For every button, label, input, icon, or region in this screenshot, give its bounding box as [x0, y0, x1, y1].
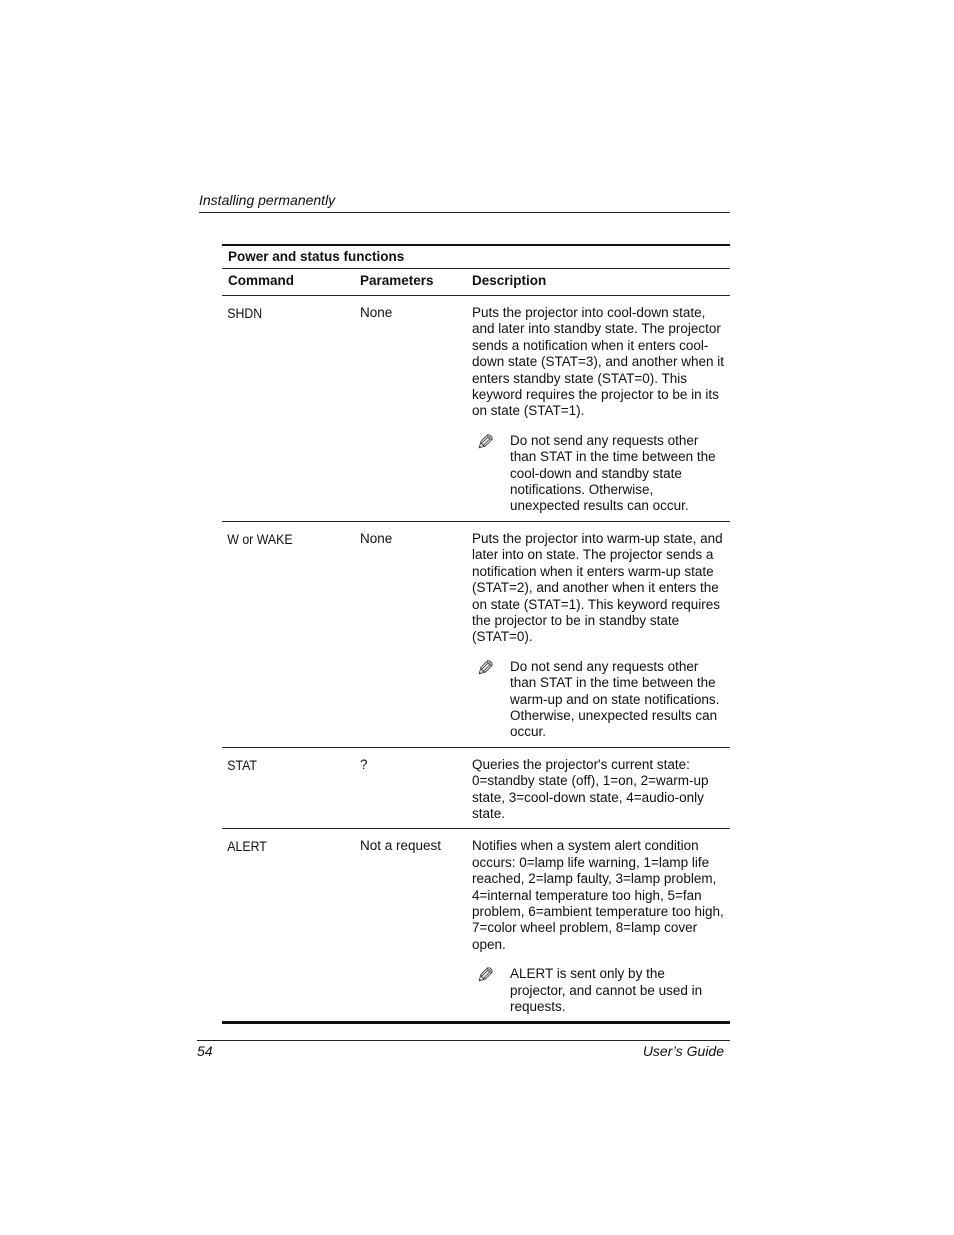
note-text: Do not send any requests other than STAT in the time between the warm-up and on state notifications. Otherwise, unexpected results can occur. [510, 658, 720, 740]
note-text: Do not send any requests other than STAT in the time between the cool-down and standby state notifications. Otherwise, unexpected results can occur. [510, 432, 716, 514]
running-footer [197, 1040, 730, 1063]
column-header-parameters: Parameters [354, 269, 466, 296]
description-text: Puts the projector into warm-up state, and later into on state. The projector sends a notification when it enters warm-up state (STAT=2), and another when it enters the on state (STAT=1). This keyword requires the projector to be in standby state (STAT=0). [472, 530, 723, 645]
parameters-cell: Not a request [360, 838, 442, 854]
pencil-note-icon: ✎ [476, 963, 495, 989]
description-cell [466, 296, 730, 522]
description-text: Queries the projector's current state: 0=standby state (off), 1=on, 2=warm-up state, 3=cool-down state, 4=audio-only state. [472, 756, 709, 821]
section-title: Installing permanently [199, 192, 336, 208]
column-header-command: Command [222, 269, 354, 296]
note-text: ALERT is sent only by the projector, and cannot be used in requests. [510, 966, 703, 1015]
table-row [222, 296, 730, 522]
power-status-table [222, 244, 730, 1024]
parameters-cell: ? [354, 747, 466, 829]
command-cell: W or WAKE [222, 521, 338, 747]
description-cell [466, 747, 730, 829]
table-header-row [222, 269, 730, 296]
description-text: Puts the projector into cool-down state, and later into standby state. The projector sends a notification when it enters cool-down state (STAT=3), and another when it enters standby state (STAT=0). This keyword requires the projector to be in its on state (STAT=1). [472, 305, 725, 419]
note [472, 963, 724, 1015]
note [472, 429, 724, 515]
table-caption: Power and status functions [222, 246, 730, 269]
command-cell: ALERT [227, 838, 267, 855]
command-cell: SHDN [222, 296, 338, 522]
description-cell [466, 829, 730, 1022]
table-row [222, 747, 730, 829]
column-header-description: Description [466, 269, 730, 296]
pencil-note-icon: ✎ [476, 655, 495, 681]
commands-table [222, 269, 730, 1021]
description-cell [466, 521, 730, 747]
pencil-note-icon: ✎ [476, 429, 495, 455]
book-title: User’s Guide [642, 1043, 724, 1059]
table-row [222, 521, 730, 747]
table-row [222, 829, 730, 1022]
parameters-cell: None [354, 521, 466, 747]
note [472, 655, 724, 741]
parameters-cell: None [354, 296, 466, 522]
running-header [199, 191, 730, 213]
page-number: 54 [197, 1043, 213, 1059]
command-cell: STAT [222, 747, 338, 829]
description-text: Notifies when a system alert condition occurs: 0=lamp life warning, 1=lamp life reached, 2=lamp faulty, 3=lamp problem, 4=internal temperature too high, 5=fan problem, 6=ambient temperature too high, 7=color wheel problem, 8=lamp cover open. [472, 838, 724, 952]
